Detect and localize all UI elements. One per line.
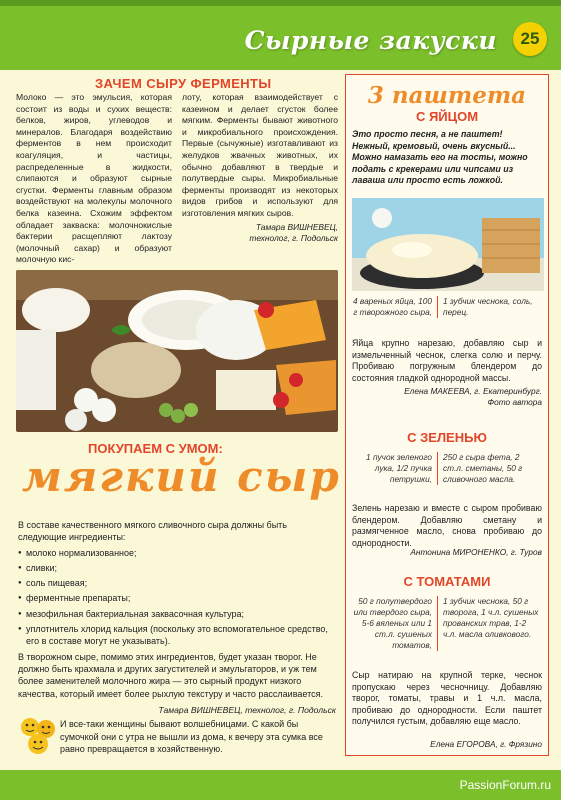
recipe3-text: Сыр натираю на крупной терке, чеснок пропускаю через чесночницу. Добавляю творог, томаты, травы и 1 ч.л. масла, пробиваю до однородности. Если паштет получился густым, добавляю еще масло.: [352, 670, 542, 727]
enzymes-article: [16, 92, 338, 272]
list-item: ● сливки;: [18, 562, 336, 574]
list-item: ● ферментные препараты;: [18, 592, 336, 604]
curd-cheese-paragraph: В творожном сыре, помимо этих ингредиентов, будет указан творог. Не должно быть крахмала и других загустителей и эмульгаторов, и уж тем более заменителей молочного жира — это сырный продукт низкого качества, который имеет более рыхлую текстуру и часто расслаивается.: [18, 651, 323, 699]
joke-text: И все-таки женщины бывают волшебницами. С какой бы сумочкой они с утра не вышли из дома, к вечеру эта сумка все равно превращается в хозяйственную.: [60, 719, 323, 755]
recipe1-intro: Это просто песня, а не паштет! Нежный, кремовый, очень вкусный... Можно намазать его на тосты, можно подать с крекерами или чипсами из лаваша или просто есть ложкой.: [352, 129, 528, 186]
recipe3-ingredients: 50 г полутвердого или твердого сыра, 5-6 вяленых или 1 ст.л. сушеных томатов, 1 зубчик чеснока, 50 г творога, 1 ч.л. сушеных прованских трав, 1-2 ч.л. масла оливкового.: [353, 596, 539, 650]
author-signature: Тамара ВИШНЕВЕЦ, технолог, г. Подольск: [249, 221, 338, 243]
recipe1-heading: С ЯЙЦОМ: [415, 109, 479, 124]
ingredients-intro: В составе качественного мягкого сливочного сыра должны быть следующие ингредиенты:: [18, 520, 287, 543]
recipe2-signature: Антонина МИРОНЕНКО, г. Туров: [410, 547, 542, 557]
enzymes-text-col1: Молоко — это эмульсия, которая состоит из воды и сухих веществ: белков, жиров, углеводов и минералов. Благодаря воздействию ферментов в нем происходит коагуляция, и частицы, распределенные в жидкости, слипаются и образуют сырные сгустки. Ферменты главным образом воздействуют на молекулы молочного белка казеина. Схожим эффектом обладает закваска: молочнокислые бактерии расщепляют лактозу (молочный сахар) и образуют молочную кис-: [16, 92, 172, 265]
heading-enzymes: ЗАЧЕМ СЫРУ ФЕРМЕНТЫ: [95, 76, 272, 91]
ingredients-list: [18, 547, 336, 648]
recipes-title: 3 паштета: [367, 82, 527, 109]
recipe2-text: Зелень нарезаю и вместе с сыром пробиваю блендером. Добавляю сметану и размягченное масло, снова пробиваю до однородности.: [352, 503, 542, 548]
recipe3-heading: С ТОМАТАМИ: [403, 574, 491, 589]
cheese-platter-photo: [16, 270, 338, 432]
recipe3-signature: Елена ЕГОРОВА, г. Фрязино: [430, 739, 542, 749]
enzymes-text-col2: лоту, которая взаимодействует с казеином и делает сгусток более мягким. Ферменты бывают животного и микробиального происхождения. Первые (сычужные) изготавливают из желудков жвачных животных, их обычно добавляют в твердые и полутвердые сыры. Микробиальные ферменты производят из некоторых видов грибов и используют для изготовления мягких сыров.: [182, 92, 338, 218]
list-item: ● молоко нормализованное;: [18, 547, 336, 559]
recipe2-heading: С ЗЕЛЕНЬЮ: [407, 430, 487, 445]
recipe1-text: Яйца крупно нарезаю, добавляю сыр и измельченный чеснок, слегка солю и перчу. Пробиваю погружным блендером до состояния гладкой однородной массы.: [352, 338, 542, 383]
smiley-faces-icon: [18, 715, 58, 755]
egg-pate-photo: [352, 198, 544, 291]
recipe2-ingredients: 1 пучок зеленого лука, 1/2 пучка петрушки, 250 г сыра фета, 2 ст.л. сметаны, 50 г сливочного масла.: [352, 452, 542, 485]
list-item: ● уплотнитель хлорид кальция (поскольку это вспомогательное средство, его в составе могут не указывать).: [18, 623, 336, 648]
list-item: ● соль пищевая;: [18, 577, 336, 589]
recipe1-ingredients: 4 вареных яйца, 100 г творожного сыра, 1 зубчик чеснока, соль, перец.: [353, 296, 533, 317]
page-number: 25: [513, 22, 547, 56]
section-title: Сырные закуски: [244, 26, 497, 55]
heading-buy-smart: ПОКУПАЕМ С УМОМ:: [88, 441, 223, 456]
soft-cheese-article: [18, 519, 336, 719]
site-watermark: PassionForum.ru: [459, 778, 551, 792]
soft-cheese-title: мягкий сыр: [22, 452, 341, 501]
author-signature: Тамара ВИШНЕВЕЦ, технолог, г. Подольск: [158, 704, 336, 715]
list-item: ● мезофильная бактериальная заквасочная культура;: [18, 608, 336, 620]
recipe1-signature: Елена МАКЕЕВА, г. Екатеринбург. Фото автора: [404, 386, 542, 407]
